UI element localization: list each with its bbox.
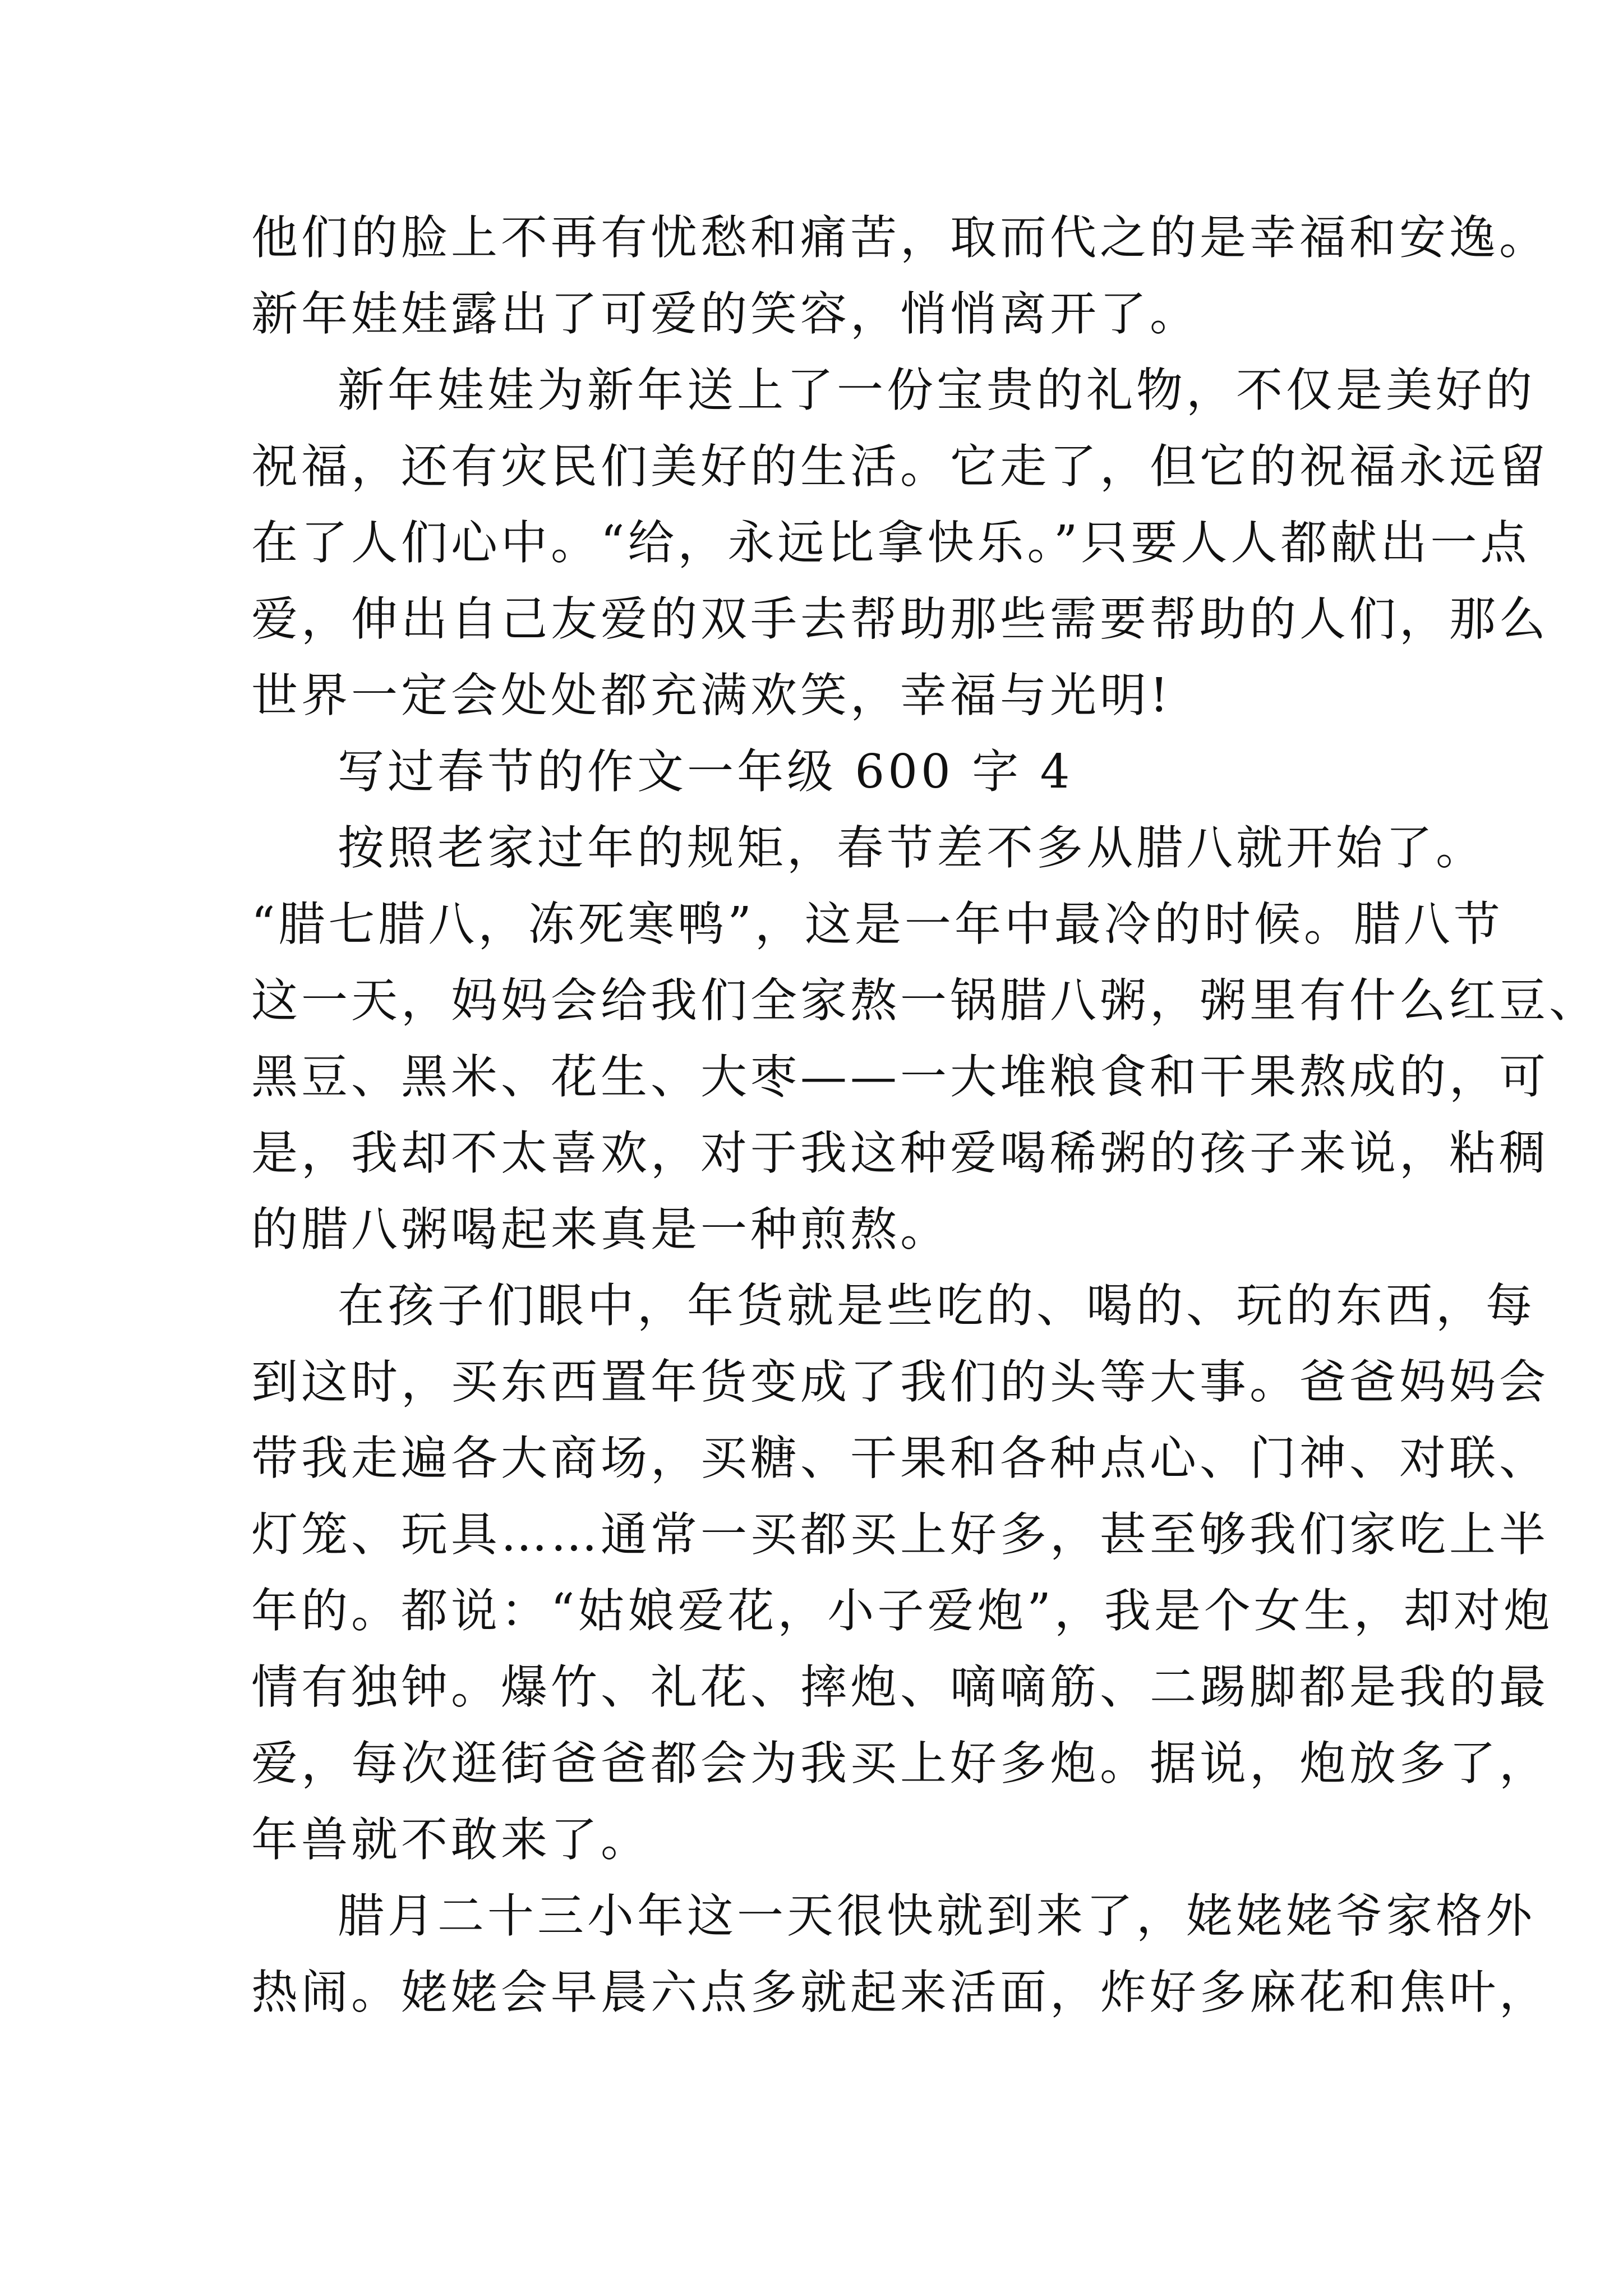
text-line: 新年娃娃为新年送上了一份宝贵的礼物，不仅是美好的 <box>338 363 1536 417</box>
text-line: 爱，每次逛街爸爸都会为我买上好多炮。据说，炮放多了， <box>251 1736 1549 1791</box>
text-line: 在了人们心中。“给，永远比拿快乐。”只要人人都献出一点 <box>251 516 1530 570</box>
text-line: 是，我却不太喜欢，对于我这种爱喝稀粥的孩子来说，粘稠 <box>251 1126 1549 1180</box>
text-line: 腊月二十三小年这一天很快就到来了，姥姥姥爷家格外 <box>338 1889 1536 1943</box>
text-line: 新年娃娃露出了可爱的笑容，悄悄离开了。 <box>251 287 1200 341</box>
text-line: 年的。都说：“姑娘爱花，小子爱炮”，我是个女生，却对炮 <box>251 1584 1553 1638</box>
paragraph-4 <box>251 1268 1553 1878</box>
section-heading <box>251 734 1418 810</box>
document-body <box>251 200 1599 2031</box>
text-line: 这一天，妈妈会给我们全家熬一锅腊八粥，粥里有什么红豆、 <box>251 973 1599 1028</box>
text-line: 按照老家过年的规矩，春节差不多从腊八就开始了。 <box>338 821 1486 875</box>
text-line: 热闹。姥姥会早晨六点多就起来活面，炸好多麻花和焦叶， <box>251 1965 1549 2019</box>
paragraph-2 <box>251 352 1549 734</box>
text-line: 的腊八粥喝起来真是一种煎熬。 <box>251 1202 950 1257</box>
text-line: 世界一定会处处都充满欢笑，幸福与光明! <box>251 668 1172 723</box>
heading-text: 写过春节的作文一年级 600 字 4 <box>338 744 1073 799</box>
text-line: 爱，伸出自己友爱的双手去帮助那些需要帮助的人们，那么 <box>251 592 1549 646</box>
text-line: 灯笼、玩具……通常一买都买上好多，甚至够我们家吃上半 <box>251 1507 1549 1562</box>
text-line: 祝福，还有灾民们美好的生活。它走了，但它的祝福永远留 <box>251 439 1549 494</box>
text-line: 黑豆、黑米、花生、大枣——一大堆粮食和干果熬成的，可 <box>251 1050 1549 1104</box>
text-line: 他们的脸上不再有忧愁和痛苦，取而代之的是幸福和安逸。 <box>251 210 1549 265</box>
paragraph-1 <box>251 200 1549 352</box>
text-line: 年兽就不敢来了。 <box>251 1812 651 1867</box>
text-line: 带我走遍各大商场，买糖、干果和各种点心、门神、对联、 <box>251 1431 1549 1485</box>
text-line: 情有独钟。爆竹、礼花、摔炮、嘀嘀筋、二踢脚都是我的最 <box>251 1660 1549 1714</box>
text-line: 在孩子们眼中，年货就是些吃的、喝的、玩的东西，每 <box>338 1278 1536 1333</box>
paragraph-3 <box>251 810 1599 1268</box>
text-line: 到这时，买东西置年货变成了我们的头等大事。爸爸妈妈会 <box>251 1355 1549 1409</box>
paragraph-5 <box>251 1878 1549 2031</box>
text-line: “腊七腊八，冻死寒鸭”，这是一年中最冷的时候。腊八节 <box>251 897 1504 951</box>
